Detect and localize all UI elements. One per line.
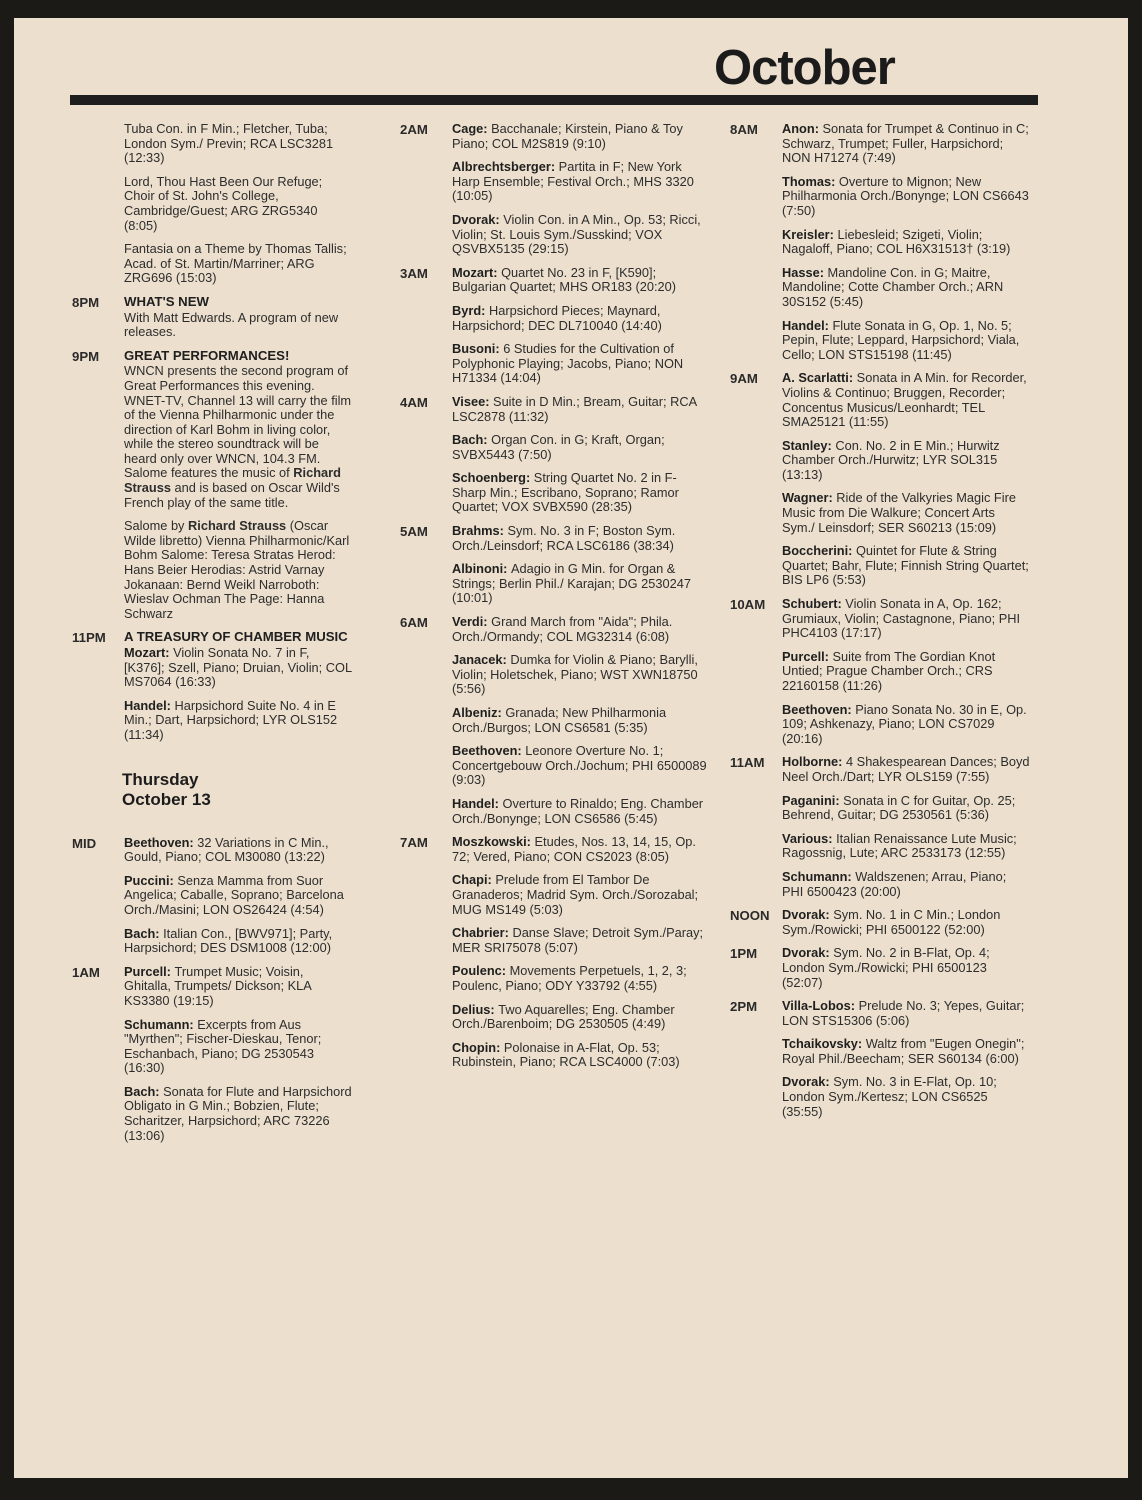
listing: Handel: Overture to Rinaldo; Eng. Chamber Orch./Bonynge; LON CS6586 (5:45) <box>452 795 704 826</box>
listing: Albrechtsberger: Partita in F; New York Harp Ensemble; Festival Orch.; MHS 3320 (10:05) <box>452 159 694 204</box>
time-slot: 4AM <box>400 394 428 410</box>
listing: Albeniz: Granada; New Philharmonia Orch./Burgos; LON CS6581 (5:35) <box>452 705 667 735</box>
listing: Dvorak: Sym. No. 1 in C Min.; London Sym./Rowicki; PHI 6500122 (52:00) <box>782 907 1001 937</box>
schedule-entry <box>72 836 352 965</box>
listing: Albinoni: Adagio in G Min. for Organ & Strings; Berlin Phil./ Karajan; DG 2530247 (10:01) <box>452 561 692 606</box>
column-1 <box>72 122 352 1152</box>
listing: Moszkowski: Etudes, Nos. 13, 14, 15, Op. 72; Vered, Piano; CON CS2023 (8:05) <box>452 834 696 864</box>
listing: A. Scarlatti: Sonata in A Min. for Recorder, Violins & Continuo; Bruggen, Recorder; Concentus Musicus/Leonhardt; TEL SMA25121 (11:55) <box>782 370 1027 430</box>
time-slot: 11PM <box>72 630 106 646</box>
schedule-entry <box>730 946 1030 999</box>
schedule-entry <box>400 122 710 266</box>
listing: Schoenberg: String Quartet No. 2 in F-Sharp Min.; Escribano, Soprano; Ramor Quartet; VOX SVBX590 (28:35) <box>452 470 679 515</box>
time-slot: 10AM <box>730 597 766 613</box>
listing: Chopin: Polonaise in A-Flat, Op. 53; Rubinstein, Piano; RCA LSC4000 (7:03) <box>452 1039 680 1070</box>
program-description: WNCN presents the second program of Great Performances this evening. WNET-TV, Channel 13 will carry the film of the Vienna Philharmonic under the direction of Karl Bohm in living color, while the stereo soundtrack will be heard only over WNCN, 104.3 FM. <box>124 363 352 466</box>
schedule-entry <box>72 122 352 295</box>
time-slot: 3AM <box>400 265 428 281</box>
listing: Purcell: Suite from The Gordian Knot Untied; Prague Chamber Orch.; CRS 22160158 (11:26) <box>782 648 996 693</box>
entry-body <box>782 122 1030 371</box>
schedule-entry <box>730 597 1030 755</box>
entry-body <box>782 755 1030 908</box>
time-slot: 2PM <box>730 999 758 1015</box>
listing: Beethoven: Leonore Overture No. 1; Concertgebouw Orch./Jochum; PHI 6500089 (9:03) <box>452 743 707 788</box>
entry-body <box>782 597 1030 755</box>
schedule-entry <box>400 615 710 835</box>
listing: Schumann: Excerpts from Aus "Myrthen"; Fischer-Dieskau, Tenor; Eschanbach, Piano; DG 2530543 (16:30) <box>124 1016 322 1076</box>
schedule-entry <box>730 999 1030 1128</box>
listing: Paganini: Sonata in C for Guitar, Op. 25; Behrend, Guitar; DG 2530561 (5:36) <box>782 792 1016 823</box>
listing: Purcell: Trumpet Music; Voisin, Ghitalla, Trumpets/ Dickson; KLA KS3380 (19:15) <box>124 963 312 1008</box>
listing: Dvorak: Sym. No. 2 in B-Flat, Op. 4; London Sym./Rowicki; PHI 6500123 (52:07) <box>782 945 990 990</box>
listing: Puccini: Senza Mamma from Suor Angelica; Caballe, Soprano; Barcelona Orch./Masini; LON OS26424 (4:54) <box>124 872 344 917</box>
listing: Verdi: Grand March from "Aida"; Phila. Orch./Ormandy; COL MG32314 (6:08) <box>452 614 673 644</box>
listing: Anon: Sonata for Trumpet & Continuo in C; Schwarz, Trumpet; Fuller, Harpsichord; NON H71274 (7:49) <box>782 121 1029 166</box>
time-slot <box>72 122 124 123</box>
schedule-entry <box>400 524 710 615</box>
listing: Cage: Bacchanale; Kirstein, Piano & Toy Piano; COL M2S819 (9:10) <box>452 121 683 151</box>
listing: Dvorak: Sym. No. 3 in E-Flat, Op. 10; London Sym./Kertesz; LON CS6525 (35:55) <box>782 1074 997 1119</box>
listing: Lord, Thou Hast Been Our Refuge; Choir of St. John's College, Cambridge/Guest; ARG ZRG5340 (8:05) <box>124 173 323 233</box>
entry-body <box>782 946 1030 999</box>
listing: Villa-Lobos: Prelude No. 3; Yepes, Guitar; LON STS15306 (5:06) <box>782 998 1025 1028</box>
schedule-entry <box>72 349 352 631</box>
listing: Stanley: Con. No. 2 in E Min.; Hurwitz Chamber Orch./Hurwitz; LYR SOL315 (13:13) <box>782 437 1000 482</box>
listing: Beethoven: Piano Sonata No. 30 in E, Op. 109; Ashkenazy, Piano; LON CS7029 (20:16) <box>782 701 1027 746</box>
listing: Handel: Flute Sonata in G, Op. 1, No. 5; Pepin, Flute; Leppard, Harpsichord; Viala, Cello; LON STS15198 (11:45) <box>782 317 1020 362</box>
program-credits: Salome by Richard Strauss (Oscar Wilde libretto) Vienna Philharmonic/Karl Bohm Salome: Teresa Stratas Herod: Hans Beier Herodias: Astrid Varnay Jokanaan: Bernd Weikl Narroboth: Wieslav Ochman The Page: Hanna Schwarz <box>124 518 350 621</box>
entry-body <box>452 615 710 835</box>
listing: Mozart: Quartet No. 23 in F, [K590]; Bulgarian Quartet; MHS OR183 (20:20) <box>452 264 677 295</box>
listing: Mozart: Violin Sonata No. 7 in F, [K376]; Szell, Piano; Druian, Violin; COL MS7064 (16:33) <box>124 645 352 690</box>
program-description: Salome features the music of Richard Strauss and is based on Oscar Wild's French play of the same title. <box>124 465 341 510</box>
entry-body <box>782 371 1030 597</box>
time-slot: 1PM <box>730 946 758 962</box>
magazine-page <box>14 18 1128 1478</box>
listing: Busoni: 6 Studies for the Cultivation of Polyphonic Playing; Jacobs, Piano; NON H71334 (14:04) <box>452 341 684 386</box>
program-title: GREAT PERFORMANCES! <box>124 347 290 363</box>
time-slot: 9AM <box>730 371 758 387</box>
schedule-entry <box>400 266 710 395</box>
column-3 <box>730 122 1030 1128</box>
listing: Chabrier: Danse Slave; Detroit Sym./Paray; MER SRI75078 (5:07) <box>452 925 704 955</box>
listing: Bach: Italian Con., [BWV971]; Party, Harpsichord; DES DSM1008 (12:00) <box>124 925 333 956</box>
listing: Visee: Suite in D Min.; Bream, Guitar; RCA LSC2878 (11:32) <box>452 393 697 424</box>
time-slot: 7AM <box>400 835 428 851</box>
column-2 <box>400 122 710 1079</box>
program-description: With Matt Edwards. A program of new releases. <box>124 309 339 340</box>
entry-body <box>452 266 710 395</box>
schedule-entry <box>72 965 352 1153</box>
listing: Beethoven: 32 Variations in C Min., Gould, Piano; COL M30080 (13:22) <box>124 834 329 865</box>
listing: Boccherini: Quintet for Flute & String Quartet; Bahr, Flute; Finnish String Quartet; BIS LP6 (5:53) <box>782 543 1029 588</box>
listing: Bach: Sonata for Flute and Harpsichord Obligato in G Min.; Bobzien, Flute; Scharitzer, Harpsichord; ARC 73226 (13:06) <box>124 1083 352 1143</box>
time-slot: 6AM <box>400 615 428 631</box>
schedule-entry <box>72 630 352 751</box>
listing: Holborne: 4 Shakespearean Dances; Boyd Neel Orch./Dart; LYR OLS159 (7:55) <box>782 754 1030 784</box>
time-slot: NOON <box>730 908 770 924</box>
day-heading: Thursday October 13 <box>122 769 211 809</box>
entry-body <box>124 295 352 349</box>
time-slot: 2AM <box>400 122 428 137</box>
listing: Wagner: Ride of the Valkyries Magic Fire Music from Die Walkure; Concert Arts Sym./ Leinsdorf; SER S60213 (15:09) <box>782 490 1016 535</box>
entry-body <box>452 395 710 524</box>
listing: Poulenc: Movements Perpetuels, 1, 2, 3; Poulenc, Piano; ODY Y33792 (4:55) <box>452 963 687 993</box>
listing: Tuba Con. in F Min.; Fletcher, Tuba; London Sym./ Previn; RCA LSC3281 (12:33) <box>124 121 334 166</box>
time-slot: 8PM <box>72 294 100 310</box>
time-slot: MID <box>72 835 97 851</box>
program-title: WHAT'S NEW <box>124 293 209 309</box>
schedule-entry <box>730 122 1030 371</box>
entry-body <box>124 965 352 1153</box>
schedule-entry <box>72 295 352 349</box>
entry-body <box>452 122 710 266</box>
schedule-entry <box>400 395 710 524</box>
entry-body <box>124 349 352 631</box>
time-slot: 1AM <box>72 964 100 980</box>
listing: Schumann: Waldszenen; Arrau, Piano; PHI 6500423 (20:00) <box>782 868 1007 899</box>
program-title: A TREASURY OF CHAMBER MUSIC <box>124 629 348 645</box>
listing: Fantasia on a Theme by Thomas Tallis; Acad. of St. Martin/Marriner; ARG ZRG696 (15:03) <box>124 241 347 286</box>
listing: Brahms: Sym. No. 3 in F; Boston Sym. Orch./Leinsdorf; RCA LSC6186 (38:34) <box>452 523 676 553</box>
entry-body <box>452 835 710 1079</box>
entry-body <box>782 999 1030 1128</box>
listing: Janacek: Dumka for Violin & Piano; Barylli, Violin; Holetschek, Piano; WST XWN18750 (5:56) <box>452 652 698 697</box>
month-title: October <box>714 41 895 95</box>
time-slot: 11AM <box>730 755 765 771</box>
listing: Various: Italian Renaissance Lute Music; Ragossnig, Lute; ARC 2533173 (12:55) <box>782 830 1017 861</box>
time-slot: 8AM <box>730 122 758 137</box>
entry-body <box>124 122 352 295</box>
schedule-entry <box>730 371 1030 597</box>
entry-body <box>782 908 1030 946</box>
listing: Dvorak: Violin Con. in A Min., Op. 53; Ricci, Violin; St. Louis Sym./Susskind; VOX QSVBX5135 (29:15) <box>452 211 701 257</box>
listing: Delius: Two Aquarelles; Eng. Chamber Orch./Barenboim; DG 2530505 (4:49) <box>452 1001 675 1032</box>
schedule-entry <box>730 755 1030 908</box>
listing: Kreisler: Liebesleid; Szigeti, Violin; Nagaloff, Piano; COL H6X31513† (3:19) <box>782 226 1011 257</box>
listing: Schubert: Violin Sonata in A, Op. 162; Grumiaux, Violin; Castagnone, Piano; PHI PHC4103 (17:17) <box>782 596 1021 641</box>
schedule-entry <box>730 908 1030 946</box>
entry-body <box>124 630 352 751</box>
schedule-entry <box>400 835 710 1079</box>
listing: Bach: Organ Con. in G; Kraft, Organ; SVBX5443 (7:50) <box>452 432 665 462</box>
header-rule <box>70 95 1038 105</box>
time-slot: 9PM <box>72 348 100 364</box>
listing: Hasse: Mandoline Con. in G; Maitre, Mandoline; Cotte Chamber Orch.; ARN 30S152 (5:45) <box>782 264 1004 309</box>
entry-body <box>124 836 352 965</box>
listing: Thomas: Overture to Mignon; New Philharmonia Orch./Bonynge; LON CS6643 (7:50) <box>782 173 1029 218</box>
entry-body <box>452 524 710 615</box>
listing: Tchaikovsky: Waltz from "Eugen Onegin"; Royal Phil./Beecham; SER S60134 (6:00) <box>782 1036 1025 1066</box>
listing: Byrd: Harpsichord Pieces; Maynard, Harpsichord; DEC DL710040 (14:40) <box>452 302 662 333</box>
listing: Handel: Harpsichord Suite No. 4 in E Min.; Dart, Harpsichord; LYR OLS152 (11:34) <box>124 697 338 742</box>
time-slot: 5AM <box>400 524 428 540</box>
listing: Chapi: Prelude from El Tambor De Granaderos; Madrid Sym. Orch./Sorozabal; MUG MS149 (5:03) <box>452 872 699 917</box>
